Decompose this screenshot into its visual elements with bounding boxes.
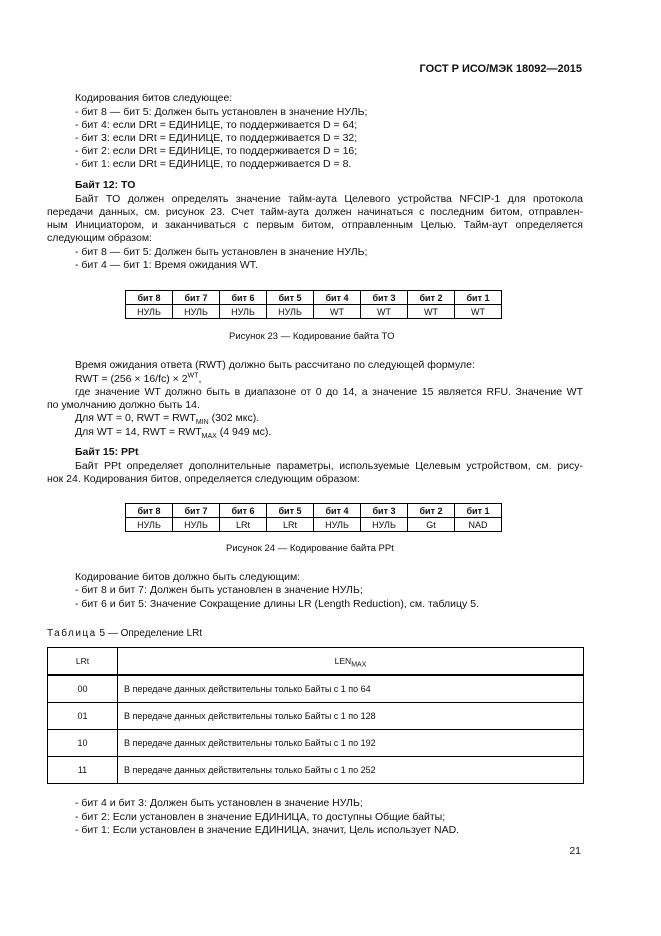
table-row [48,730,584,757]
lrt-cell: 01 [48,703,118,730]
byte15-heading: Байт 15: PPt [75,446,139,458]
page-number: 21 [569,845,581,857]
rwt-max-value: (4 949 мс). [216,426,272,438]
intro-item: - бит 2: если DRt = ЕДИНИЦЕ, то поддерживается D = 16; [75,145,358,157]
table5-caption-word: Таблица [47,628,97,639]
rwt-max-subscript: MAX [201,433,217,441]
table-row [48,703,584,730]
rwt-max [75,426,271,439]
table5-caption [47,627,202,640]
bit-header-cell: бит 2 [408,504,455,518]
coding2-item: - бит 8 и бит 7: Должен быть установлен в значение НУЛЬ; [75,584,363,596]
byte12-heading: Байт 12: TO [75,179,136,191]
coding2-item: - бит 6 и бит 5: Значение Сокращение длины LR (Length Reduction), см. таблицу 5. [75,598,479,610]
intro-item: - бит 4: если DRt = ЕДИНИЦЕ, то поддерживается D = 64; [75,119,358,131]
bit-value-cell: НУЛЬ [361,518,408,532]
bit-value-cell: НУЛЬ [220,305,267,319]
figure-24-table [125,503,502,532]
rwt-formula-end: , [198,373,202,385]
bits-header-row [126,504,502,518]
bit-header-cell: бит 4 [314,504,361,518]
byte15-paragraph-line: нок 24. Кодирования битов, определяется следующим образом: [47,473,360,485]
table5-header-row [48,648,584,676]
bit-header-cell: бит 5 [267,504,314,518]
lenmax-cell: В передаче данных действительны только Байты с 1 по 252 [118,757,584,784]
intro-item: - бит 8 — бит 5: Должен быть установлен в значение НУЛЬ; [75,106,368,118]
rwt-formula-exponent: WT [187,372,199,380]
lenmax-cell: В передаче данных действительны только Байты с 1 по 192 [118,730,584,757]
standard-header: ГОСТ Р ИСО/МЭК 18092—2015 [419,63,582,75]
bit-value-cell: LRt [220,518,267,532]
table5 [47,647,584,784]
final-item: - бит 1: Если установлен в значение ЕДИНИЦА, значит, Цель использует NAD. [75,824,460,836]
bit-header-cell: бит 6 [220,291,267,305]
bit-value-cell: НУЛЬ [267,305,314,319]
rwt-max-text: Для WT = 14, RWT = RWT [75,426,202,438]
bit-value-cell: НУЛЬ [173,518,220,532]
table-row [48,675,584,703]
bit-header-cell: бит 3 [361,504,408,518]
bit-value-cell: Gt [408,518,455,532]
rwt-intro: Время ожидания ответа (RWT) должно быть рассчитано по следующей формуле: [75,359,475,371]
lrt-cell: 10 [48,730,118,757]
bit-value-cell: НУЛЬ [126,518,173,532]
bit-header-cell: бит 4 [314,291,361,305]
rwt-where-line: где значение WT должно быть в диапазоне от 0 до 14, а значение 15 является RFU. Значение WT [75,386,583,398]
bit-header-cell: бит 8 [126,504,173,518]
figure-23-table [125,290,502,319]
byte12-paragraph-line: передачи данных, см. рисунок 23. Счет тайм-аута должен начинаться с последним битом, отправлен- [47,206,583,218]
byte12-paragraph-line: ным Инициатором, и заканчиваться с первым битом, отправленным Целью. Тайм-аут определяется [47,219,583,231]
bit-header-cell: бит 8 [126,291,173,305]
bit-value-cell: WT [361,305,408,319]
lrt-cell: 00 [48,675,118,703]
bit-value-cell: НУЛЬ [126,305,173,319]
byte15-paragraph-line: Байт PPt определяет дополнительные параметры, используемые Целевым устройством, см. рису- [75,460,583,472]
lenmax-label: LEN [334,656,352,666]
lrt-cell: 11 [48,757,118,784]
rwt-formula-base: RWT = (256 × 16/fc) × 2 [75,373,188,385]
bit-header-cell: бит 2 [408,291,455,305]
byte12-paragraph-line: следующим образом: [47,232,152,244]
bit-value-cell: WT [314,305,361,319]
bit-value-cell: NAD [455,518,502,532]
bit-header-cell: бит 1 [455,291,502,305]
rwt-where-line: по умолчанию должно быть 14. [47,399,200,411]
bit-value-cell: WT [455,305,502,319]
bits-value-row [126,518,502,532]
figure-23-caption: Рисунок 23 — Кодирование байта TO [229,331,395,342]
rwt-min [75,412,259,425]
intro-title: Кодирования битов следующее: [75,92,233,104]
byte12-item: - бит 4 — бит 1: Время ожидания WT. [75,259,258,271]
bits-value-row [126,305,502,319]
table5-caption-title: 5 — Определение LRt [96,628,203,639]
bit-header-cell: бит 5 [267,291,314,305]
final-item: - бит 4 и бит 3: Должен быть установлен в значение НУЛЬ; [75,797,363,809]
byte12-paragraph-line: Байт TO должен определять значение тайм-аута Целевого устройства NFCIP-1 для протокола [75,193,583,205]
rwt-formula [75,373,201,386]
bit-value-cell: НУЛЬ [314,518,361,532]
final-item: - бит 2: Если установлен в значение ЕДИНИЦА, то доступны Общие байты; [75,811,446,823]
lenmax-cell: В передаче данных действительны только Байты с 1 по 128 [118,703,584,730]
bit-header-cell: бит 3 [361,291,408,305]
bits-header-row [126,291,502,305]
rwt-min-text: Для WT = 0, RWT = RWT [75,412,196,424]
lenmax-subscript: MAX [351,661,367,669]
rwt-min-value: (302 мкс). [208,412,260,424]
bit-header-cell: бит 7 [173,504,220,518]
bit-header-cell: бит 6 [220,504,267,518]
bit-header-cell: бит 1 [455,504,502,518]
table-row [48,757,584,784]
table5-header-lenmax [118,648,584,676]
intro-item: - бит 3: если DRt = ЕДИНИЦЕ, то поддерживается D = 32; [75,132,358,144]
figure-24-caption: Рисунок 24 — Кодирование байта PPt [226,543,394,554]
lenmax-cell: В передаче данных действительны только Байты с 1 по 64 [118,675,584,703]
byte12-item: - бит 8 — бит 5: Должен быть установлен в значение НУЛЬ; [75,246,368,258]
bit-value-cell: LRt [267,518,314,532]
coding2-title: Кодирование битов должно быть следующим: [75,571,301,583]
bit-header-cell: бит 7 [173,291,220,305]
bit-value-cell: НУЛЬ [173,305,220,319]
intro-item: - бит 1: если DRt = ЕДИНИЦЕ, то поддерживается D = 8. [75,158,352,170]
table5-header-lrt: LRt [48,648,118,676]
rwt-min-subscript: MIN [195,419,209,427]
bit-value-cell: WT [408,305,455,319]
